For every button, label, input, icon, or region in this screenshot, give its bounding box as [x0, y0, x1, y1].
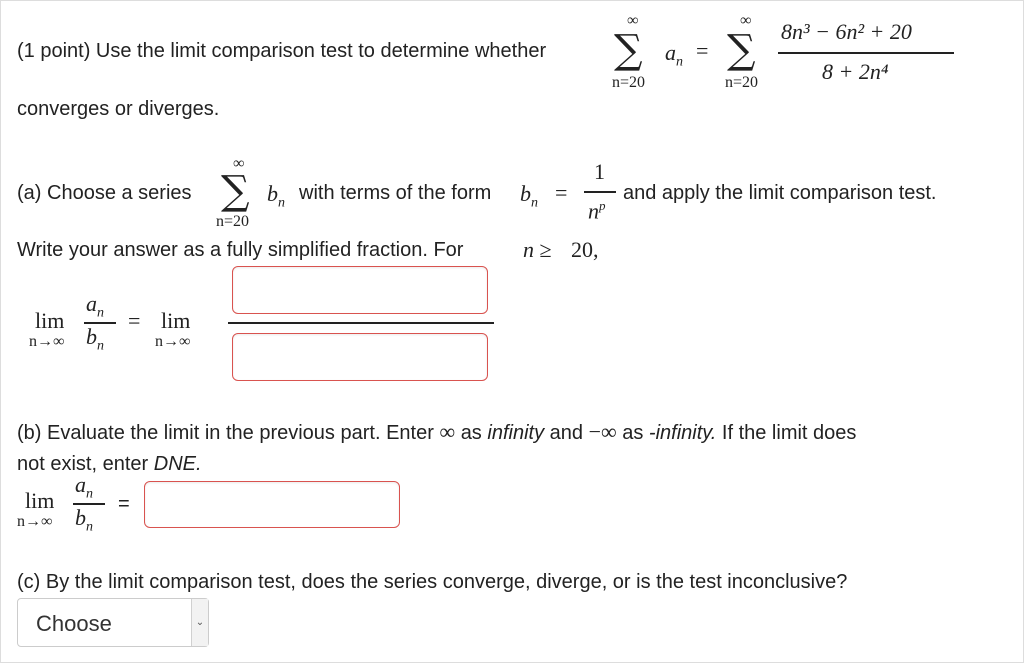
intro-term-a: $a_n$ — [665, 40, 683, 70]
part-b-equals: = — [118, 493, 130, 515]
select-value: Choose — [36, 611, 112, 636]
lim-frac-bn: $b_n$ — [75, 505, 93, 535]
part-c-question: (c) By the limit comparison test, does the series converge, diverge, or is the test inconclusive? — [17, 571, 848, 593]
lim-subscript-3: n→∞ — [17, 513, 53, 530]
condition-value: 20, — [571, 237, 599, 262]
part-a-tail-text: and apply the limit comparison test. — [623, 182, 937, 204]
fraction-bar — [584, 191, 616, 193]
lim-frac-bn: $b_n$ — [86, 324, 104, 354]
part-a-instruction: Write your answer as a fully simplified fraction. For — [17, 239, 464, 261]
sigma-symbol: ∑ — [727, 27, 756, 73]
convergence-select[interactable] — [17, 598, 209, 647]
intro-fraction-numerator: 8n³ − 6n² + 20 — [781, 19, 912, 44]
condition-n: n ≥ — [523, 237, 552, 262]
equals-sign: = — [128, 308, 141, 333]
part-b-text-line2: not exist, enter DNE. — [17, 453, 202, 475]
lim-word-2: lim — [161, 308, 191, 333]
sigma-symbol: ∑ — [614, 27, 643, 73]
answer-fraction-bar — [228, 322, 494, 324]
intro-sum-upper: ∞ — [627, 12, 639, 29]
sigma-symbol: ∑ — [221, 168, 250, 214]
fraction-bar — [778, 52, 954, 54]
intro-sum2-upper: ∞ — [740, 12, 752, 29]
intro-sum-lower: n=20 — [612, 74, 646, 91]
lim-frac-an: $a_n$ — [75, 472, 93, 502]
limit-answer-input[interactable] — [144, 481, 400, 528]
intro-fraction-denominator: 8 + 2n⁴ — [822, 59, 889, 84]
part-a-frac-denominator: $n^p$ — [588, 198, 606, 224]
denominator-input[interactable] — [232, 333, 488, 381]
part-a-middle-text: with terms of the form — [299, 182, 492, 204]
intro-sum2-lower: n=20 — [725, 74, 759, 91]
part-a-term-b-form: $b_n$ — [520, 181, 538, 211]
part-a-frac-numerator: 1 — [594, 159, 605, 184]
lim-subscript-2: n→∞ — [155, 333, 191, 350]
equals-sign: = — [696, 38, 709, 63]
part-a-sum-upper: ∞ — [233, 155, 245, 172]
part-a-term-b: $b_n$ — [267, 181, 285, 211]
lim-word: lim — [35, 308, 65, 333]
part-a-sum-lower: n=20 — [216, 213, 250, 230]
lim-frac-an: $a_n$ — [86, 291, 104, 321]
part-a-label: (a) Choose a series — [17, 182, 192, 204]
intro-suffix-text: converges or diverges. — [17, 98, 220, 120]
lim-word-3: lim — [25, 488, 55, 513]
intro-prefix-text: (1 point) Use the limit comparison test to determine whether — [17, 40, 547, 62]
chevron-down-icon[interactable]: ⌄ — [191, 599, 208, 646]
lim-subscript: n→∞ — [29, 333, 65, 350]
part-b-text-line1: (b) Evaluate the limit in the previous part. Enter ∞ as infinity and −∞ as -infinity. If the limit does — [17, 419, 857, 444]
equals-sign: = — [555, 180, 568, 205]
numerator-input[interactable] — [232, 266, 488, 314]
